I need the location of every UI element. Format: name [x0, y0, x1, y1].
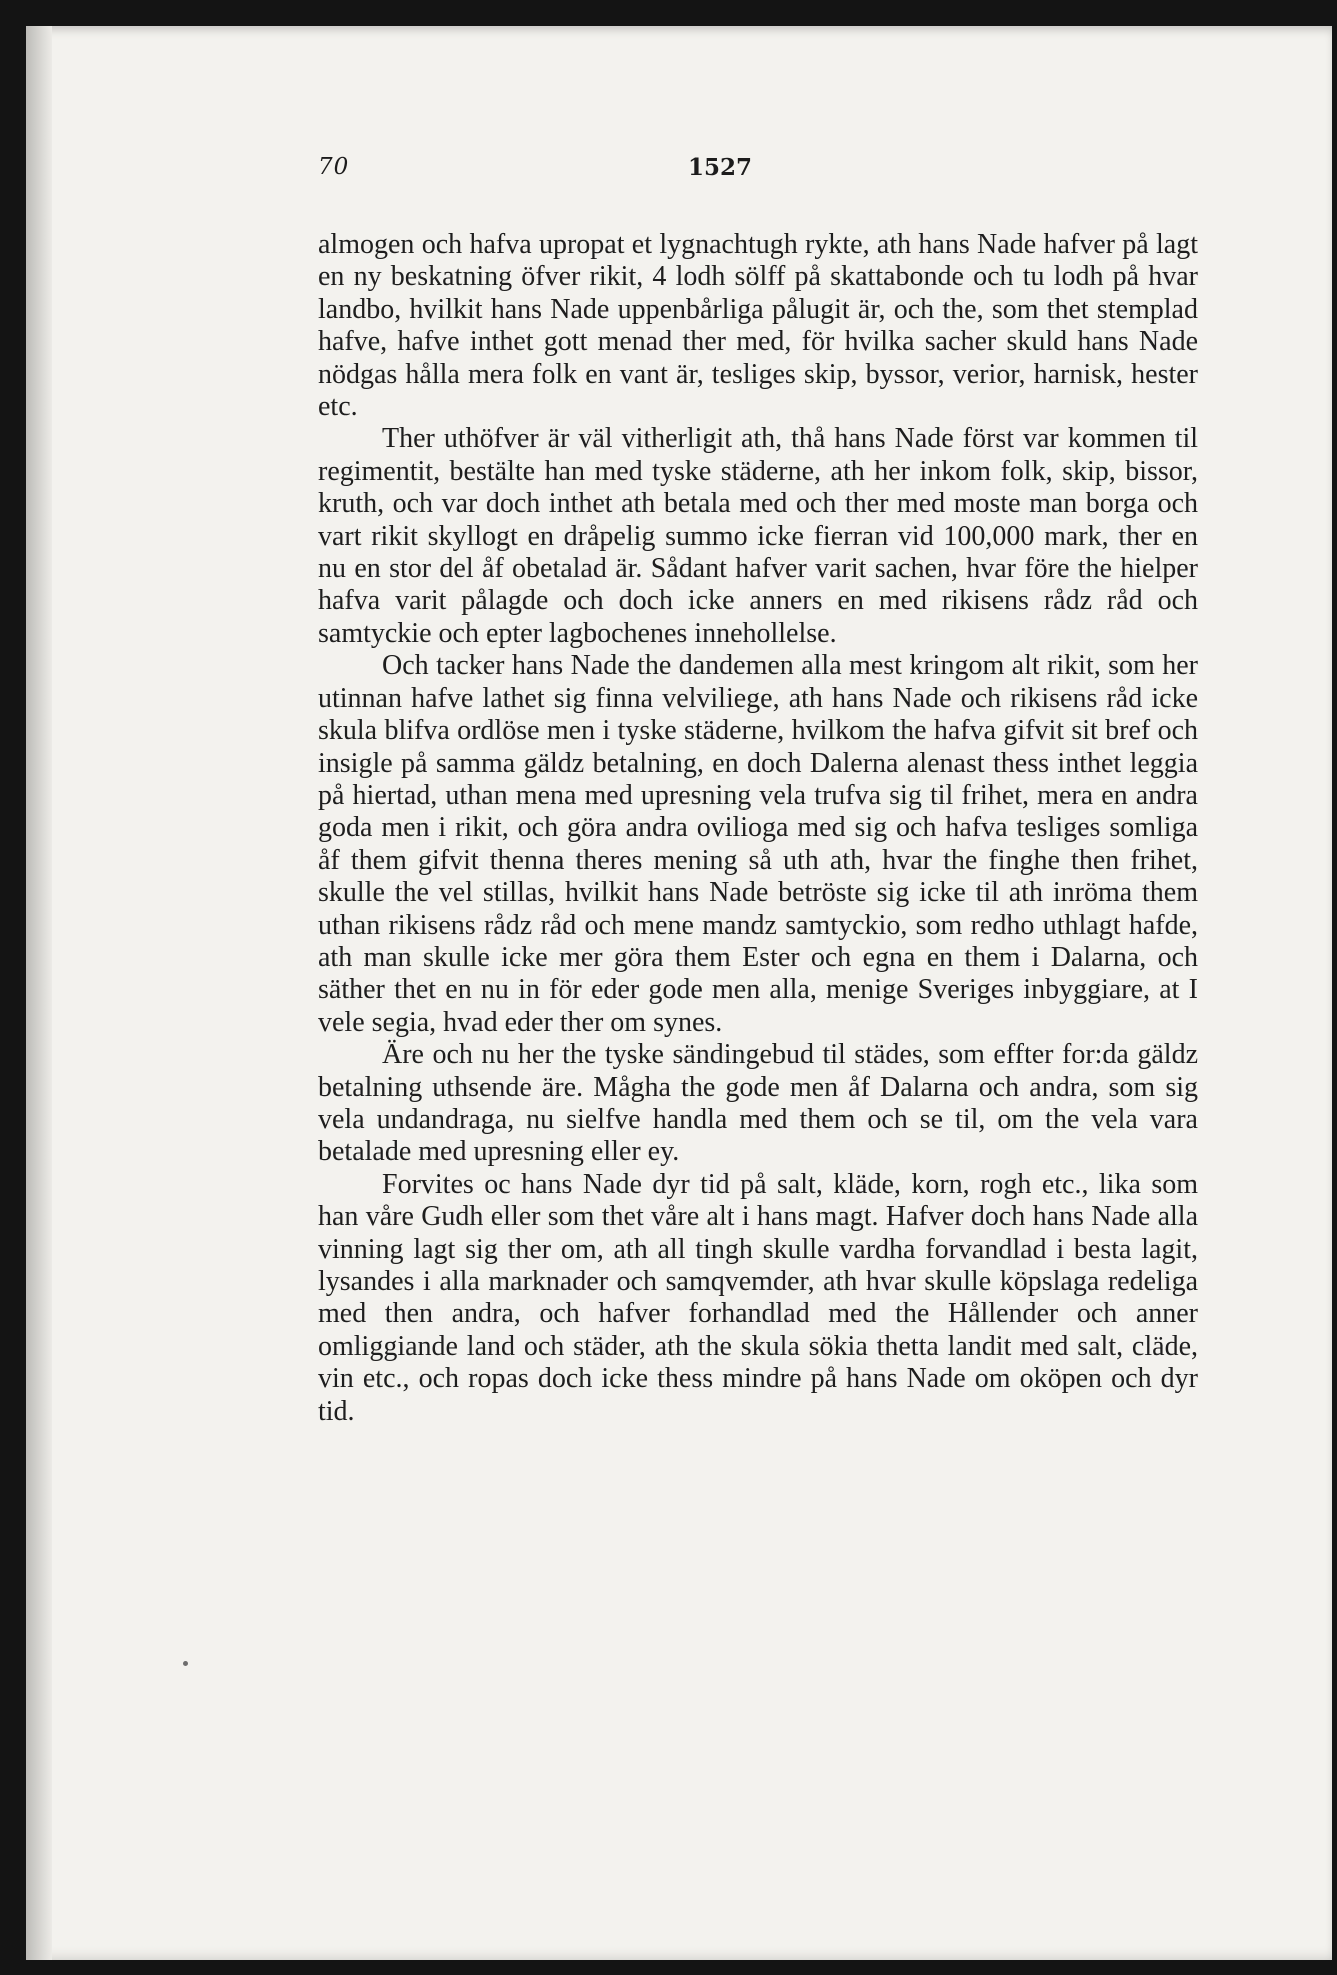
body-text: [318, 229, 1198, 1428]
paragraph-1: almogen och hafva upropat et lygnachtugh rykte, ath hans Nade hafver på lagt en ny beskatning öfver rikit, 4 lodh sölff på skattabonde och tu lodh på hvar landbo, hvilkit hans Nade uppenbårliga pålugit är, och the, som thet stemplad hafve, hafve inthet gott menad ther med, för hvilka sacher skuld hans Nade nödgas hålla mera folk en vant är, tesliges skip, byssor, verior, harnisk, hester etc.: [318, 229, 1198, 423]
paragraph-4: Äre och nu her the tyske sändingebud til städes, som effter for:da gäldz betalning uthsende äre. Mågha the gode men åf Dalarna och andra, som sig vela undandraga, nu sielfve handla med them och se til, om the vela vara betalade med upresning eller ey.: [318, 1039, 1198, 1168]
page-header: [318, 154, 1198, 194]
paragraph-5: Forvites oc hans Nade dyr tid på salt, kläde, korn, rogh etc., lika som han våre Gudh eller som thet våre alt i hans magt. Hafver doch hans Nade alla vinning lagt sig ther om, ath all tingh skulle vardha forvandlad i besta lagit, lysandes i alla marknader och samqvemder, ath hvar skulle köpslaga redeliga med then andra, och hafver forhandlad med the Hållender och anner omliggiande land och städer, ath the skula sökia thetta landit med salt, cläde, vin etc., och ropas doch icke thess mindre på hans Nade om oköpen och dyr tid.: [318, 1168, 1198, 1427]
page-gutter-shadow: [26, 26, 52, 1960]
paragraph-2: Ther uthöfver är väl vitherligit ath, thå hans Nade först var kommen til regimentit, bestälte han med tyske städerne, ath her inkom folk, skip, bissor, kruth, och var doch inthet ath betala med och ther med moste man borga och vart rikit skyllogt en dråpelig summo icke fierran vid 100,000 mark, ther en nu en stor del åf obetalad är. Sådant hafver varit sachen, hvar före the hielper hafva varit pålagde och doch icke anners en med rikisens rådz råd och samtyckie och epter lagbochenes innehollelse.: [318, 423, 1198, 649]
dust-speck: [183, 1661, 188, 1666]
paragraph-3: Och tacker hans Nade the dandemen alla mest kringom alt rikit, som her utinnan hafve lathet sig finna velviliege, ath hans Nade och rikisens råd icke skula blifva ordlöse men i tyske städerne, hvilkom the hafva gifvit sit bref och insigle på samma gäldz betalning, en doch Dalerna alenast thess inthet leggia på hiertad, uthan mena med upresning vela trufva sig til frihet, mera en andra goda men i rikit, och göra andra ovilioga med sig och hafva tesliges somliga åf them gifvit thenna theres mening så uth ath, hvar the finghe then frihet, skulle the vel stillas, hvilkit hans Nade betröste sig icke til ath inröma them uthan rikisens rådz råd och mene mandz samtyckio, som redho uthlagt hafde, ath man skulle icke mer göra them Ester och egna en them i Dalarna, och säther thet en nu in för eder gode men alla, menige Sveriges inbyggiare, at I vele segia, hvad eder ther om synes.: [318, 650, 1198, 1038]
page-number: 70: [318, 154, 350, 180]
book-page: [26, 26, 1332, 1960]
running-head-year: 1527: [688, 154, 753, 181]
